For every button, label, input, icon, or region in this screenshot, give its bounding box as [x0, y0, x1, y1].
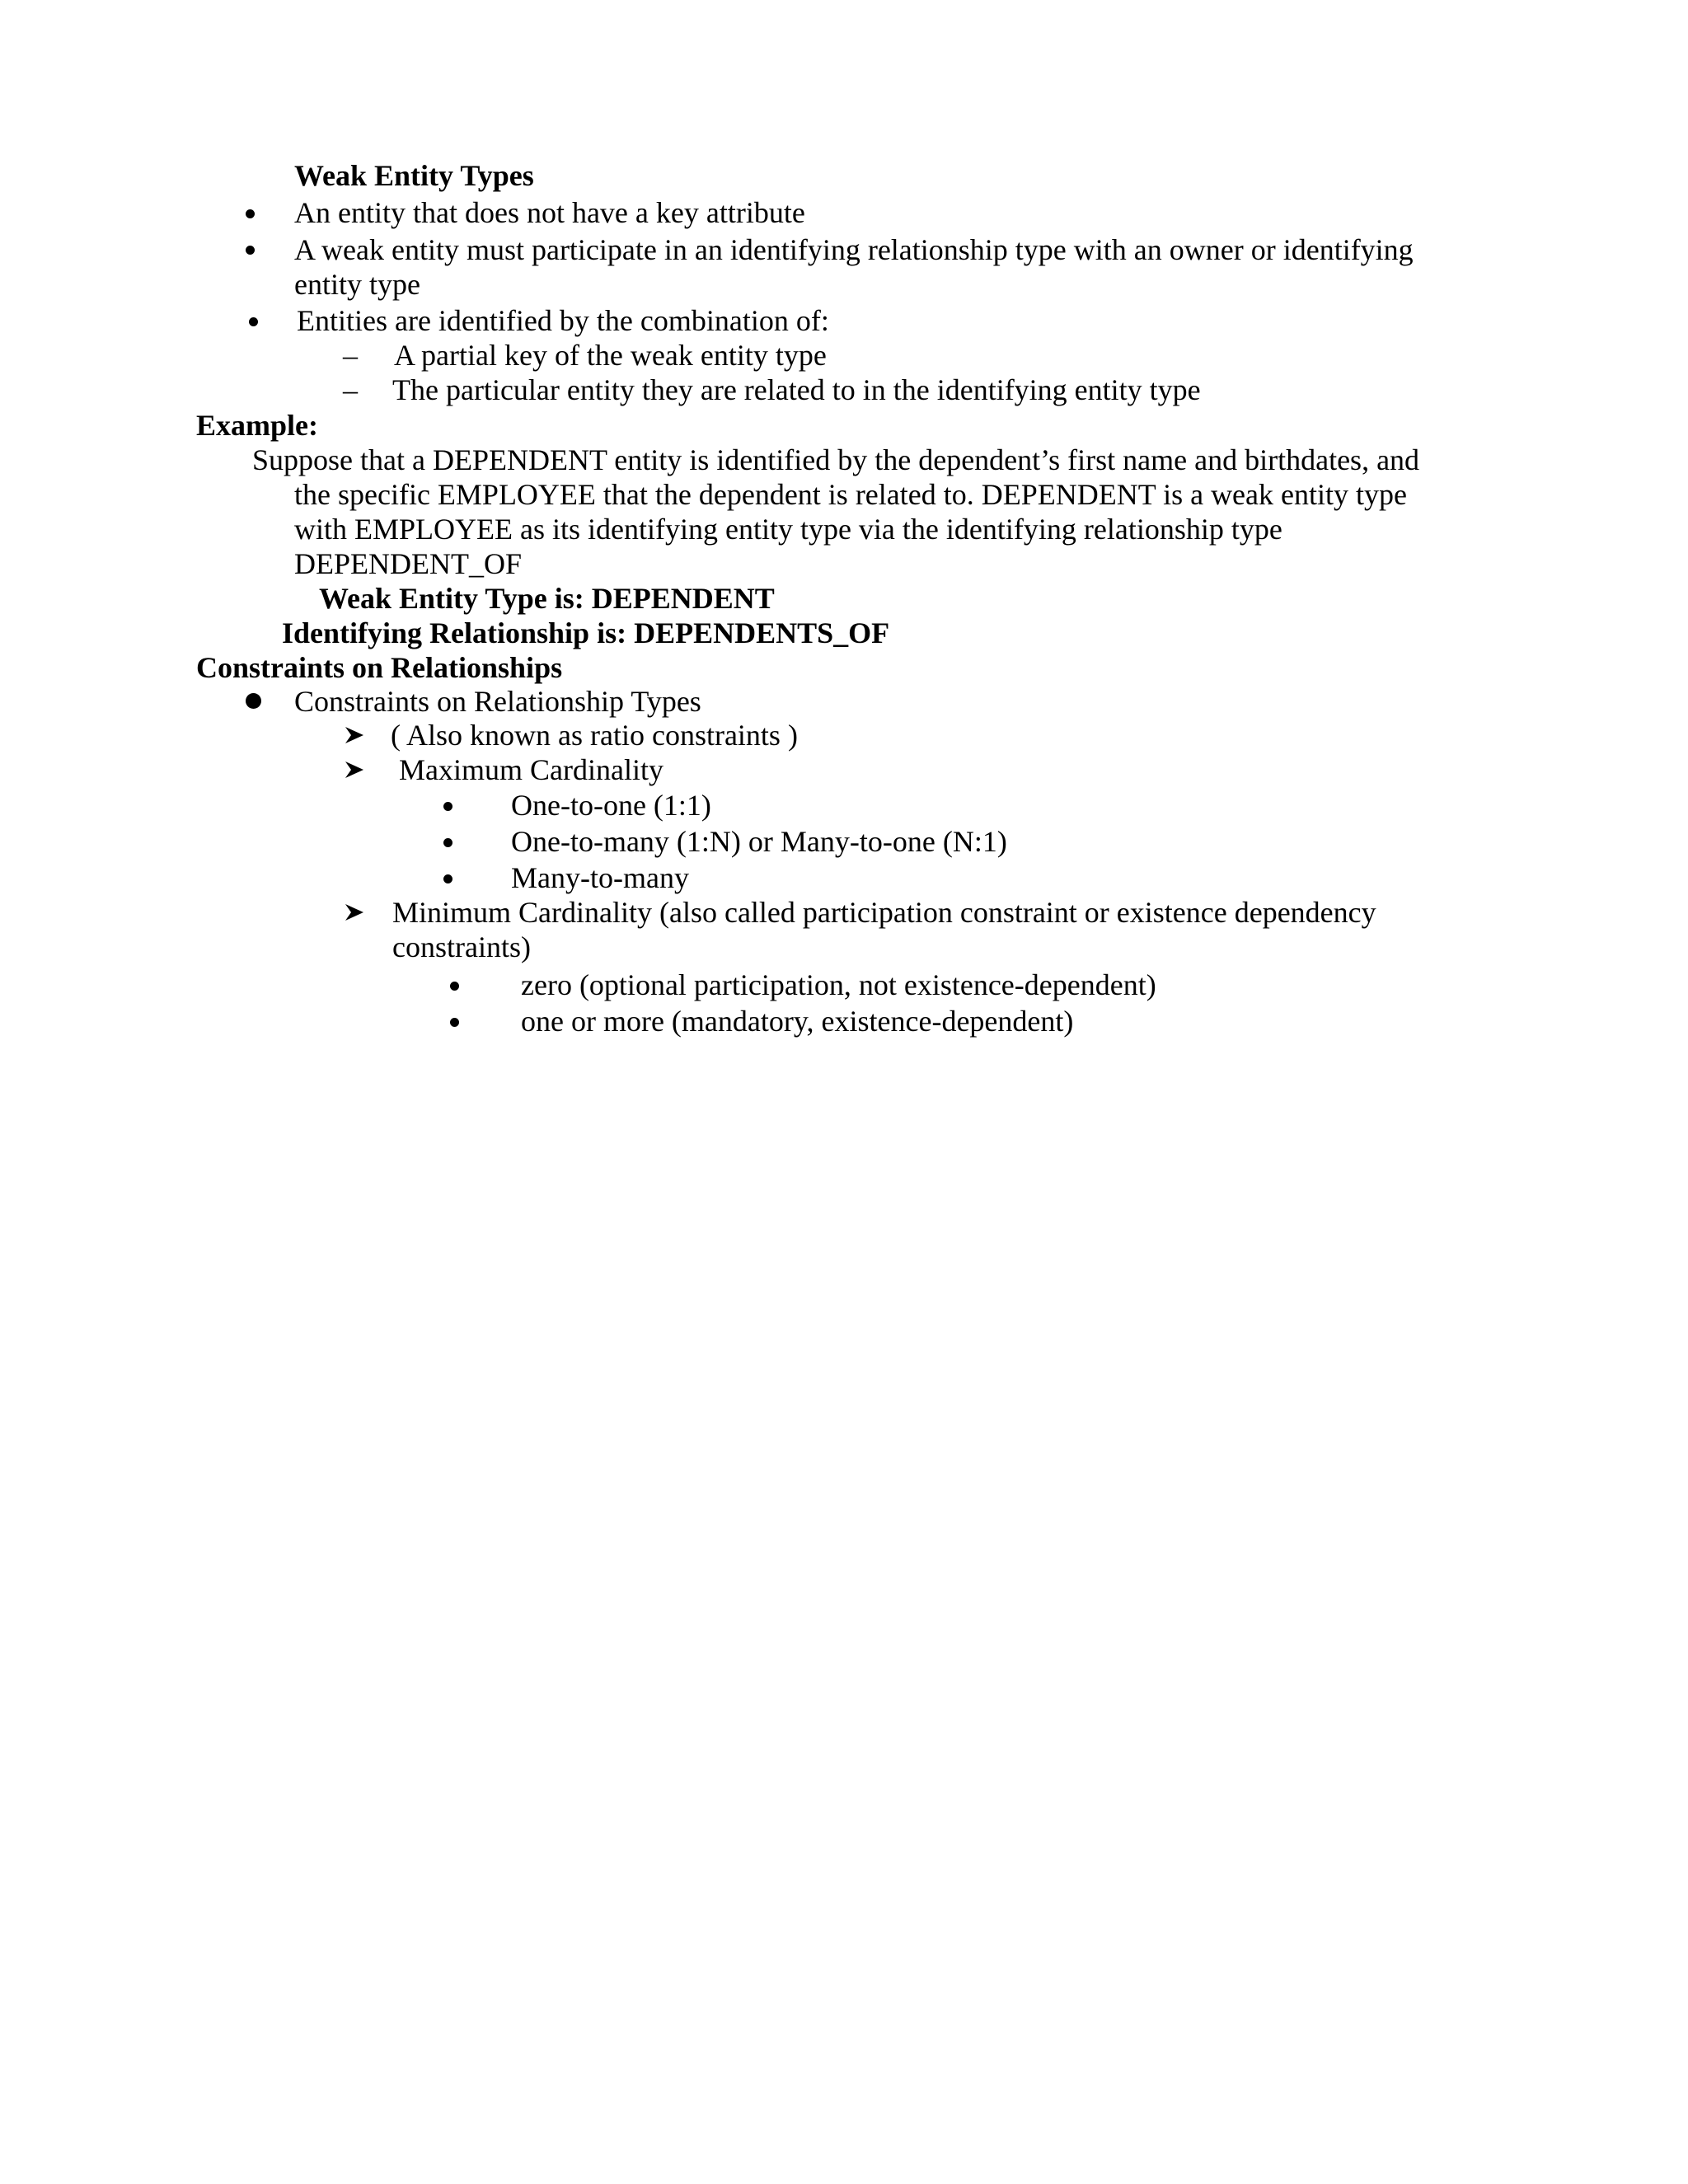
bullet-icon	[246, 693, 261, 709]
constraints-arrow-1: ( Also known as ratio constraints )	[391, 719, 798, 752]
example-line-4: DEPENDENT_OF	[294, 547, 522, 580]
bullet-icon	[443, 874, 452, 883]
constraints-arrow-3-line-2: constraints)	[392, 930, 531, 963]
identifying-relationship-statement: Identifying Relationship is: DEPENDENTS_OF	[282, 616, 890, 649]
bullet-icon	[443, 838, 452, 847]
constraints-heading: Constraints on Relationships	[196, 651, 563, 684]
constraints-arrow-3-line-1: Minimum Cardinality (also called participation constraint or existence dependency	[392, 896, 1376, 929]
example-line-2: the specific EMPLOYEE that the dependent is related to. DEPENDENT is a weak entity type	[294, 478, 1407, 511]
arrowhead-icon	[345, 726, 364, 744]
max-cardinality-item-1: One-to-one (1:1)	[511, 789, 711, 822]
min-cardinality-item-1: zero (optional participation, not existence-dependent)	[521, 968, 1156, 1001]
bullet-icon	[450, 982, 459, 991]
max-cardinality-item-2: One-to-many (1:N) or Many-to-one (N:1)	[511, 825, 1007, 858]
min-cardinality-item-2: one or more (mandatory, existence-dependent)	[521, 1005, 1074, 1038]
bullet-icon	[249, 317, 258, 326]
example-line-3: with EMPLOYEE as its identifying entity type via the identifying relationship type	[294, 513, 1282, 546]
weak-entity-bullet-2-line-2: entity type	[294, 268, 420, 301]
weak-entity-bullet-1: An entity that does not have a key attribute	[294, 196, 805, 229]
arrowhead-icon	[345, 761, 364, 779]
arrowhead-icon	[345, 903, 364, 921]
weak-entity-bullet-2-line-1: A weak entity must participate in an identifying relationship type with an owner or identifying	[294, 233, 1414, 266]
bullet-icon	[246, 246, 255, 255]
weak-entity-type-statement: Weak Entity Type is: DEPENDENT	[319, 582, 775, 615]
weak-entity-sub-1: A partial key of the weak entity type	[394, 339, 827, 372]
max-cardinality-item-3: Many-to-many	[511, 861, 689, 894]
constraints-bullet-1: Constraints on Relationship Types	[294, 685, 701, 718]
example-line-1: Suppose that a DEPENDENT entity is identified by the dependent’s first name and birthdates, and	[252, 443, 1420, 476]
example-heading: Example:	[196, 409, 318, 442]
bullet-icon	[450, 1018, 459, 1027]
constraints-arrow-2: Maximum Cardinality	[399, 753, 663, 786]
bullet-icon	[246, 209, 255, 218]
weak-entity-bullet-3: Entities are identified by the combination of:	[297, 304, 829, 337]
weak-entity-heading: Weak Entity Types	[294, 159, 534, 192]
weak-entity-sub-2: The particular entity they are related to in the identifying entity type	[392, 373, 1201, 406]
dash-marker: –	[343, 339, 358, 372]
dash-marker: –	[343, 373, 358, 406]
bullet-icon	[443, 802, 452, 811]
